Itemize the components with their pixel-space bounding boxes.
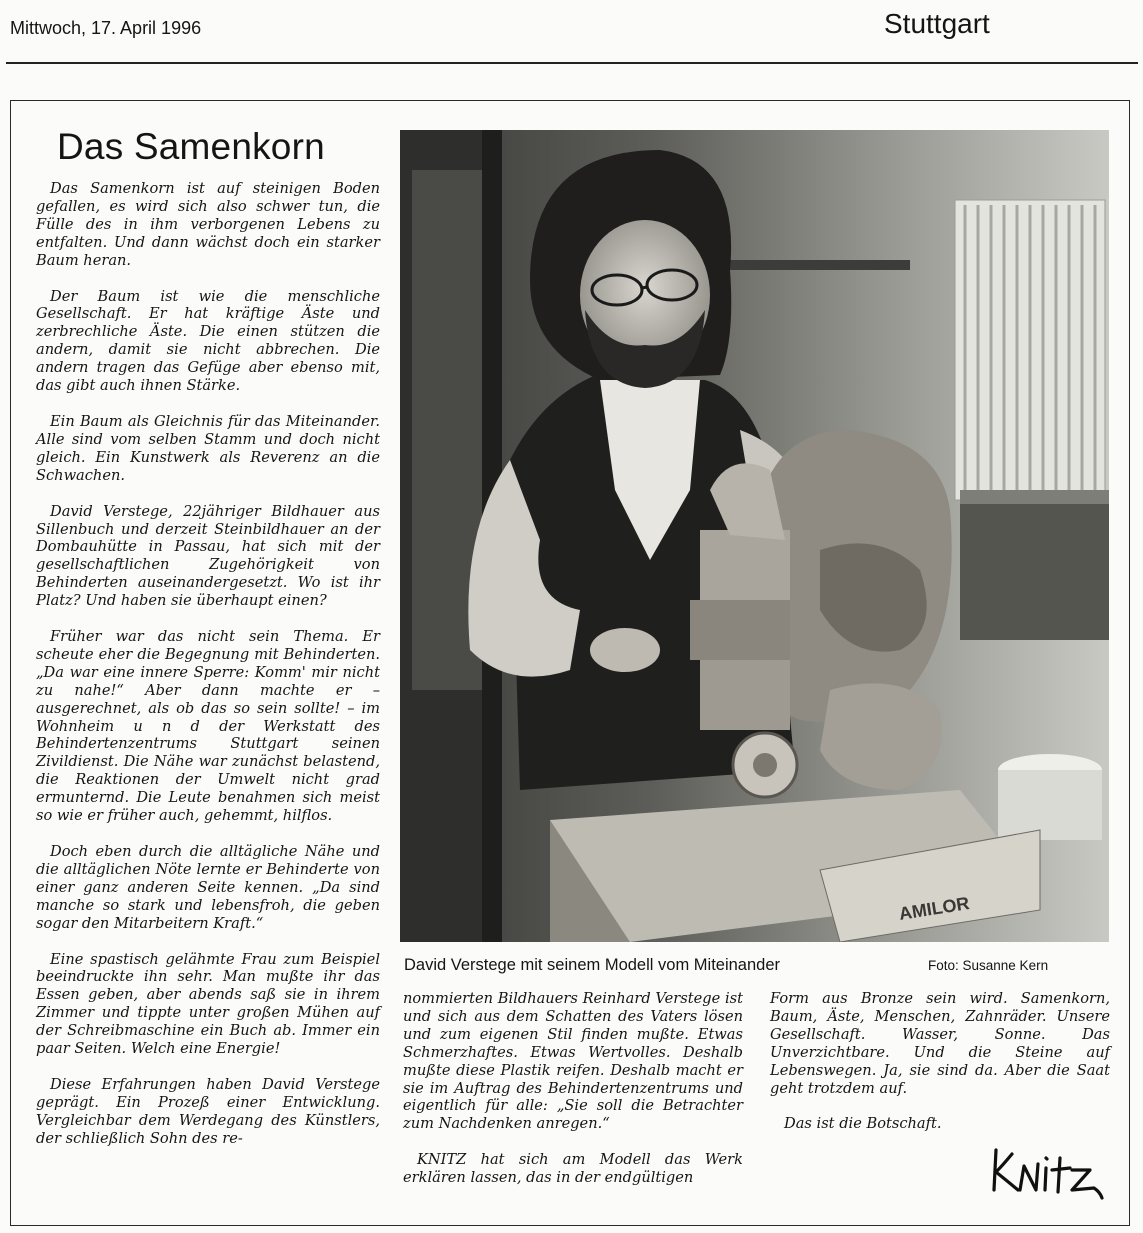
article-photo (400, 130, 1109, 942)
masthead-city: Stuttgart (884, 8, 990, 39)
paragraph: Eine spastisch gelähmte Frau zum Beispiel beeindruckte ihn sehr. Man mußte ihr das Essen geben, aber abends saß sie in ihrem Zimmer und tippte unter großen Mühen auf der Schreibmaschine ein Buch ab. Immer ein paar Seiten. Welch eine Energie! (36, 950, 380, 1058)
paragraph: KNITZ hat sich am Modell das Werk erklären lassen, das in der endgültigen (403, 1151, 743, 1187)
knitz-signature (990, 1140, 1110, 1204)
masthead-rule (6, 62, 1138, 64)
paragraph: Früher war das nicht sein Thema. Er scheute eher die Begegnung mit Behinderten. „Da war eine innere Sperre: Komm' mir nicht zu nahe!“ Aber dann machte er – ausgerechnet, als ob das so sein sollte! – im Wohnheim u n d der Werkstatt des Behindertenzentrums Stuttgart seinen Zivildienst. Die Nähe war zunächst belastend, die Reaktionen der Umwelt nicht grad ermunternd. Die Leute benahmen sich meist so wie er früher auch, gehemmt, hilflos. (36, 628, 380, 825)
paragraph: Ein Baum als Gleichnis für das Miteinander. Alle sind vom selben Stamm und doch nicht gleich. Ein Kunstwerk als Reverenz an die Schwachen. (36, 412, 380, 484)
article-column-2 (403, 990, 743, 1205)
headline: Das Samenkorn (57, 126, 325, 167)
paragraph: Form aus Bronze sein wird. Samenkorn, Baum, Äste, Menschen, Zahnräder. Unsere Gesellschaft. Wasser, Sonne. Das Unverzichtbare. Und die Steine auf Lebenswegen. Ja, sie sind da. Aber die Saat geht trotzdem auf. (770, 990, 1110, 1097)
photo-credit: Foto: Susanne Kern (928, 958, 1049, 973)
article-column-3 (770, 990, 1110, 1151)
masthead-date: Mittwoch, 17. April 1996 (10, 18, 202, 38)
paragraph: David Verstege, 22jähriger Bildhauer aus Sillenbuch und derzeit Steinbildhauer an der Dombauhütte in Passau, hat sich mit der gesellschaftlichen Zugehörigkeit von Behinderten auseinandergesetzt. Wo ist ihr Platz? Und haben sie überhaupt einen? (36, 502, 380, 610)
closing-line: Das ist die Botschaft. (784, 1115, 942, 1133)
photo-caption: David Verstege mit seinem Modell vom Miteinander (404, 956, 780, 974)
photo-box-label: AMILOR (897, 893, 971, 924)
paragraph: Das Samenkorn ist auf steinigen Boden gefallen, es wird sich also schwer tun, die Fülle des in ihm verborgenen Lebens zu entfalten. Und dann wächst doch ein starker Baum heran. (36, 180, 380, 269)
paragraph: Der Baum ist wie die menschliche Gesellschaft. Er hat kräftige Äste und zerbrechliche Äste. Die einen stützen die andern, damit sie nicht abbrechen. Die andern tragen das Gefüge aber ebenso mit, das gibt auch ihnen Stärke. (36, 287, 380, 395)
paragraph: Doch eben durch die alltägliche Nähe und die alltäglichen Nöte lernte er Behinderte von einer ganz anderen Seite kennen. „Da sind manche so stark und lebensfroh, die geben sogar den Mitarbeitern Kraft.“ (36, 843, 380, 932)
paragraph: Diese Erfahrungen haben David Verstege geprägt. Ein Prozeß einer Entwicklung. Vergleichbar dem Werdegang des Künstlers, der schließlich Sohn des re- (36, 1075, 380, 1147)
article-column-1 (36, 180, 380, 1166)
paragraph: nommierten Bildhauers Reinhard Verstege ist und sich aus dem Schatten des Vaters lösen und zum eigenen Stil finden mußte. Etwas Schmerzhaftes. Etwas Wertvolles. Deshalb mußte diese Plastik reifen. Deshalb macht er sie im Auftrag des Behindertenzentrums und eigentlich für alle: „Sie soll die Betrachter zum Nachdenken anregen.“ (403, 990, 743, 1133)
